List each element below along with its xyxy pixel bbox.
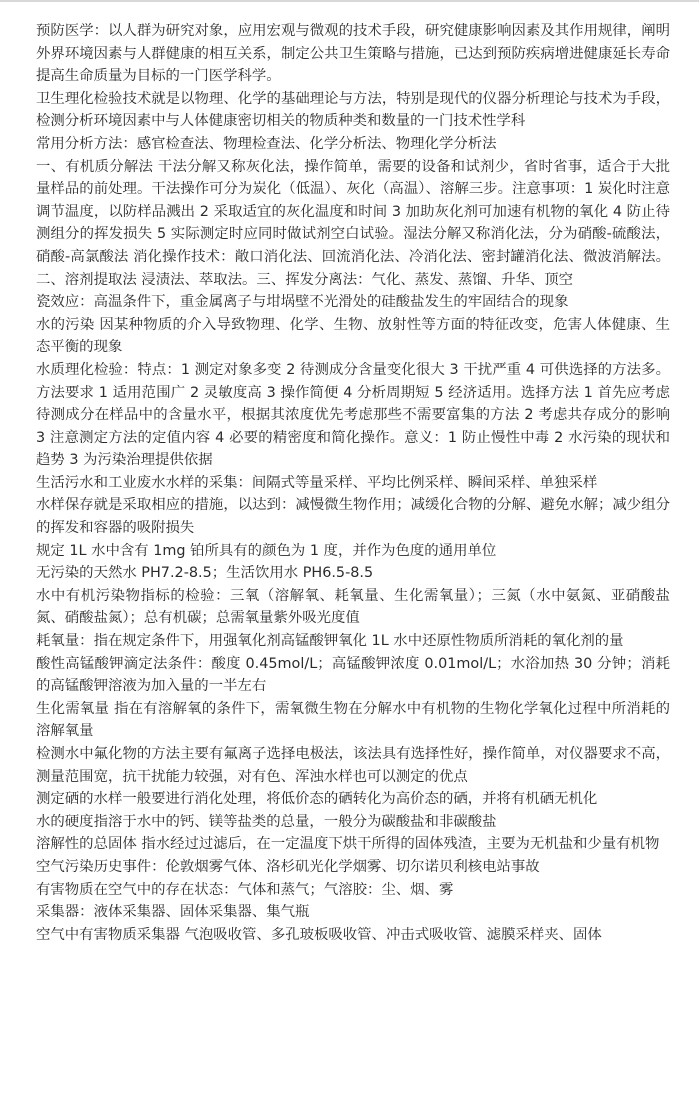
page-top-border [0, 0, 699, 2]
paragraph-sample-preservation: 水样保存就是采取相应的措施，以达到：减慢微生物作用；减缓化合物的分解、避免水解；减少组分的挥发和容器的吸附损失 [36, 497, 670, 537]
document-body [36, 20, 670, 946]
paragraph-ph-range: 无污染的天然水 PH7.2-8.5；生活饮用水 PH6.5-8.5 [36, 565, 374, 582]
paragraph-permanganate-conditions: 酸性高锰酸钾滴定法条件：酸度 0.45mol/L；高锰酸钾浓度 0.01mol/L；水浴加热 30 分钟；消耗的高锰酸钾溶液为加入量的一半左右 [36, 655, 670, 695]
paragraph-organic-indicators: 水中有机污染物指标的检验：三氧（溶解氧、耗氧量、生化需氧量）；三氮（水中氨氮、亚硝酸盐氮、硝酸盐氮）；总有机碳；总需氧量紫外吸光度值 [36, 587, 670, 627]
paragraph-air-pollution-events: 空气污染历史事件：伦敦烟雾气体、洛杉矶光化学烟雾、切尔诺贝利核电站事故 [36, 858, 540, 875]
paragraph-air-samplers: 空气中有害物质采集器 气泡吸收管、多孔玻板吸收管、冲击式吸收管、滤膜采样夹、固体 [36, 926, 602, 943]
paragraph-common-methods: 常用分析方法：感官检查法、物理检查法、化学分析法、物理化学分析法 [36, 135, 497, 152]
paragraph-water-hardness: 水的硬度指溶于水中的钙、镁等盐类的总量，一般分为碳酸盐和非碳酸盐 [36, 813, 497, 830]
paragraph-selenium-digestion: 测定硒的水样一般要进行消化处理，将低价态的硒转化为高价态的硒，并将有机硒无机化 [36, 791, 598, 808]
paragraph-color-unit: 规定 1L 水中含有 1mg 铂所具有的颜色为 1 度，并作为色度的通用单位 [36, 542, 497, 559]
paragraph-water-quality-testing: 水质理化检验：特点：1 测定对象多变 2 待测成分含量变化很大 3 干扰严重 4 可供选择的方法多。方法要求 1 适用范围广 2 灵敏度高 3 操作简便 4 分析周期短 5 经济适用。选择方法 1 首先应考虑待测成分在样品中的含量水平，根据其浓度优先考虑那些不需要富集的方法 2 考虑共存成分的影响 3 注意测定方法的定值内容 4 必要的精密度和简化操作。意义：1 防止慢性中毒 2 水污染的现状和趋势 3 为污染治理提供依据 [36, 361, 670, 469]
paragraph-bod: 生化需氧量 指在有溶解氧的条件下，需氧微生物在分解水中有机物的生物化学氧化过程中所消耗的溶解氧量 [36, 700, 670, 740]
paragraph-dissolved-solids: 溶解性的总固体 指水经过过滤后，在一定温度下烘干所得的固体残渣，主要为无机盐和少量有机物 [36, 836, 660, 853]
paragraph-air-substance-states: 有害物质在空气中的存在状态：气体和蒸气；气溶胶：尘、烟、雾 [36, 881, 454, 898]
paragraph-preventive-medicine: 预防医学：以人群为研究对象，应用宏观与微观的技术手段，研究健康影响因素及其作用规律，阐明外界环境因素与人群健康的相互关系，制定公共卫生策略与措施，已达到预防疾病增进健康延长寿命提高生命质量为目标的一门医学科学。 [36, 23, 670, 85]
paragraph-oxygen-consumption: 耗氧量：指在规定条件下，用强氧化剂高锰酸钾氧化 1L 水中还原性物质所消耗的氧化剂的量 [36, 633, 624, 650]
paragraph-wastewater-sampling: 生活污水和工业废水水样的采集：间隔式等量采样、平均比例采样、瞬间采样、单独采样 [36, 474, 598, 491]
paragraph-hygiene-analysis-definition: 卫生理化检验技术就是以物理、化学的基础理论与方法，特别是现代的仪器分析理论与技术为手段，检测分析环境因素中与人体健康密切相关的物质种类和数量的一门技术性学科 [36, 90, 670, 130]
paragraph-porcelain-effect: 瓷效应：高温条件下，重金属离子与坩埚壁不光滑处的硅酸盐发生的牢固结合的现象 [36, 294, 569, 311]
paragraph-water-pollution: 水的污染 因某种物质的介入导致物理、化学、生物、放射性等方面的特征改变，危害人体健康、生态平衡的现象 [36, 316, 670, 356]
paragraph-collectors: 采集器：液体采集器、固体采集器、集气瓶 [36, 904, 310, 921]
paragraph-organic-decomposition: 一、有机质分解法 干法分解又称灰化法，操作简单，需要的设备和试剂少，省时省事，适合于大批量样品的前处理。干法操作可分为炭化（低温）、灰化（高温）、溶解三步。注意事项：1 炭化时注意调节温度，以防样品溅出 2 采取适宜的灰化温度和时间 3 加助灰化剂可加速有机物的氧化 4 防止待测组分的挥发损失 5 实际测定时应同时做试剂空白试验。湿法分解又称消化法，分为硝酸-硫酸法，硝酸-高氯酸法 消化操作技术：敞口消化法、回流消化法、冷消化法、密封罐消化法、微波消解法。二、溶剂提取法 浸渍法、萃取法。三、挥发分离法：气化、蒸发、蒸馏、升华、顶空 [36, 158, 670, 288]
paragraph-fluoride-detection: 检测水中氟化物的方法主要有氟离子选择电极法，该法具有选择性好，操作简单，对仪器要求不高，测量范围宽，抗干扰能力较强，对有色、浑浊水样也可以测定的优点 [36, 746, 670, 785]
